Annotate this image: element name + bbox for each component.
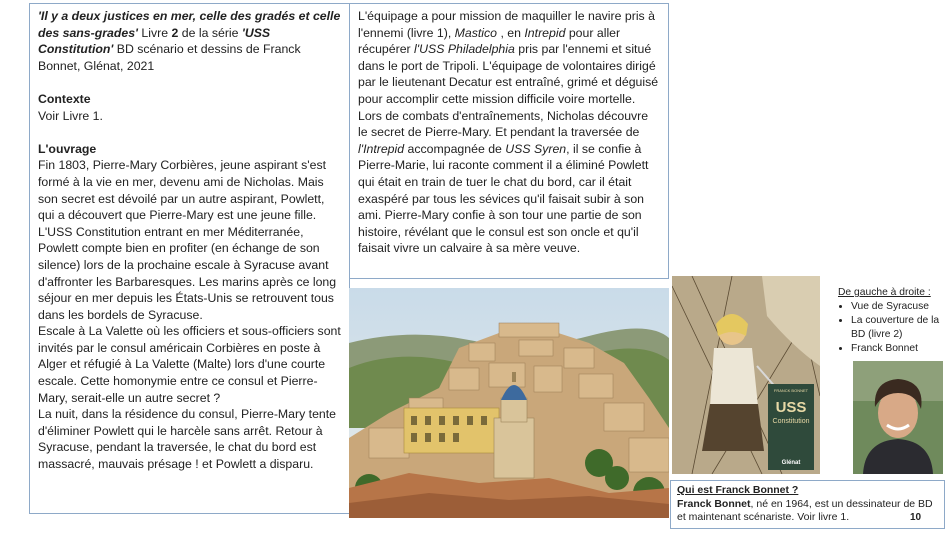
book-quote-title: 'Il y a deux justices en mer, celle des gradés et celle des sans-grades' [38,9,341,40]
middle-text-box [349,3,669,279]
bio-title: Qui est Franck Bonnet ? [677,484,799,496]
intro-paragraph: 'Il y a deux justices en mer, celle des gradés et celle des sans-grades' Livre 2 de la série 'USS Constitution' BD scénario et dessins de Franck Bonnet, Glénat, 2021 [38,9,341,73]
caption-item: • Vue de Syracuse [851,300,948,314]
cover-author-text: FRANCK BONNET [773,388,809,393]
syracuse-view-photo [349,288,669,518]
summary-paragraph-1: Fin 1803, Pierre-Mary Corbières, jeune aspirant s'est formé à la vie en mer, devenu ami de Nicholas. Mais son secret est dévoilé par un autre aspirant, Powlett, qui a découvert que Pierre-Mary est une jeune fille. [38,158,327,223]
summary-paragraph-4: La nuit, dans la résidence du consul, Pierre-Mary tente d'éliminer Powlett qui le harcèle sans arrêt. Retour à Syracuse, pendant la traversée, le chat du bord est massacré, mauvais présage ! et Powlett a disparu. [38,407,337,472]
summary-paragraph-3: Escale à La Valette où les officiers et sous-officiers sont invités par le consul américain Corbières en poste à Alger et réfugié à La Valette (Malte) lors d'une courte escale. Cette homonymie entre ce consul et Pierre-Mary, serait-elle un autre secret ? [38,324,341,405]
captions-list [838,300,948,356]
bd-cover-image [672,276,820,474]
summary-paragraph-2: L'USS Constitution entrant en mer Méditerranée, Powlett compte bien en profiter (en échange de son silence) lors de la prochaine escale à Syracuse avant d'affronter les Barbaresques. Les marins après ce long séjour en mer depuis les États-Unis se retrouvent tous dans les bordels de Syracuse. [38,224,337,322]
cover-title-line2: Constitution [772,418,810,425]
captions-title: De gauche à droite : [838,287,931,298]
caption-item: • La couverture de la BD (livre 2) [851,314,948,342]
cover-publisher-text: Glénat [781,460,801,466]
bio-text: Franck Bonnet, né en 1964, est un dessinateur de BD et maintenant scénariste. Voir livre 1. [677,497,933,523]
work-heading: L'ouvrage [38,141,97,156]
left-text-box [29,3,350,514]
cover-title-line1: USS [775,399,807,416]
image-captions [838,286,948,356]
caption-item: • Franck Bonnet [851,342,948,356]
series-title: 'USS Constitution' [38,25,271,57]
context-text: Voir Livre 1. [38,108,103,123]
mission-paragraph: L'équipage a pour mission de maquiller le navire pris à l'ennemi (livre 1), Mastico , en Intrepid pour aller récupérer l'USS Philadelphia pris par l'ennemi et situé dans le port de Tripoli. L'équipage de volontaires dirigé par le lieutenant Decatur est entraîné, grimé et déguisé pour accomplir cette mission difficile voire mortelle. Lors de combats d'entraînements, Nicholas découvre le secret de Pierre-Mary. Et pendant la traversée de l'Intrepid accompagnée de USS Syren, il se confie à Pierre-Marie, lui raconte comment il a éliminé Powlett qui était en train de tuer le chat du bord, car il était exaspéré par tous les sévices qu'il faisait subir à son ami. Pierre-Mary confie à son tour une partie de son histoire, révélant que le consul est son oncle et qu'il faisait vivre un calvaire à sa mère veuve. [358,9,659,256]
page-number: 10 [910,512,922,523]
context-heading: Contexte [38,91,91,106]
bio-box [670,480,945,529]
franck-bonnet-photo [853,361,943,474]
bio-name: Franck Bonnet [677,497,751,510]
